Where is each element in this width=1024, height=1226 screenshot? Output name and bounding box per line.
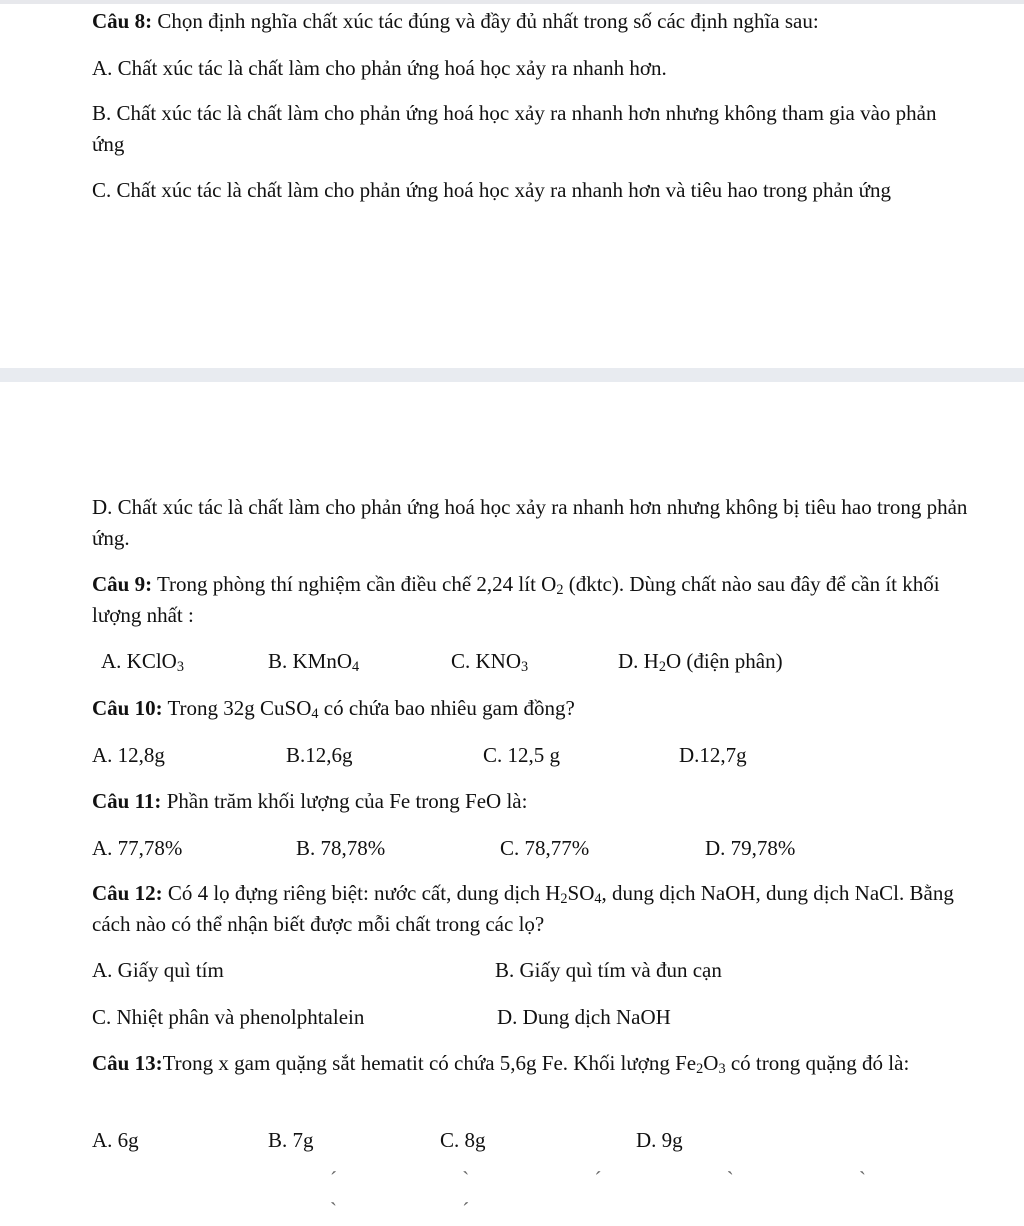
question-10 xyxy=(92,693,972,724)
question-13-label: Câu 13: xyxy=(92,1051,163,1075)
subscript: 2 xyxy=(556,582,564,599)
question-12-option-a: A. Giấy quì tím xyxy=(92,958,224,982)
option-text: D. H xyxy=(618,649,659,673)
question-11-options xyxy=(0,833,1024,864)
question-12-text-part2: , dung dịch NaOH, dung dịch NaCl. Bằng cách nào có thể nhận biết được mỗi chất trong các lọ? xyxy=(92,881,954,936)
subscript: 2 xyxy=(658,659,666,676)
question-10-options xyxy=(0,740,1024,771)
question-8-option-b: B. Chất xúc tác là chất làm cho phản ứng hoá học xảy ra nhanh hơn nhưng không tham gia vào phản ứng xyxy=(92,101,937,156)
question-11-option-a: A. 77,78% xyxy=(92,836,183,860)
question-9-text-part2: (đktc). Dùng chất nào sau đây để cần ít khối lượng nhất : xyxy=(92,572,940,627)
top-edge xyxy=(0,0,1024,4)
question-11-option-c: C. 78,77% xyxy=(500,836,590,860)
question-13-option-a: A. 6g xyxy=(92,1128,139,1152)
question-10-label: Câu 10: xyxy=(92,696,163,720)
question-12-text-part1: Có 4 lọ đựng riêng biệt: nước cất, dung dịch H xyxy=(162,881,561,905)
question-12-options-row1 xyxy=(0,955,1024,986)
question-9-option-c xyxy=(451,646,528,677)
question-11-option-d: D. 79,78% xyxy=(705,836,796,860)
question-9-option-d xyxy=(618,646,783,677)
question-12-options-row2 xyxy=(0,1002,1024,1033)
question-13-text-part1: Trong x gam quặng sắt hematit có chứa 5,6g Fe. Khối lượng Fe xyxy=(162,1051,697,1075)
subscript: 3 xyxy=(521,659,529,676)
cut-off-next-line: ´ ` ´ ` ` ` ´ xyxy=(330,1167,926,1222)
question-12 xyxy=(92,878,972,940)
question-10-text-part2: có chứa bao nhiêu gam đồng? xyxy=(318,696,575,720)
subscript: 3 xyxy=(718,1061,726,1078)
question-11-text: Phần trăm khối lượng của Fe trong FeO là: xyxy=(161,789,528,813)
question-13-option-b: B. 7g xyxy=(268,1128,314,1152)
question-9-label: Câu 9: xyxy=(92,572,153,596)
question-9-option-b xyxy=(268,646,359,677)
question-10-option-d: D.12,7g xyxy=(679,743,747,767)
question-9-text-part1: Trong phòng thí nghiệm cần điều chế 2,24 lít O xyxy=(152,572,557,596)
subscript: 3 xyxy=(176,659,184,676)
subscript: 4 xyxy=(352,659,360,676)
question-13-options xyxy=(0,1125,1024,1156)
question-13-option-d: D. 9g xyxy=(636,1128,683,1152)
question-12-option-c: C. Nhiệt phân và phenolphtalein xyxy=(92,1005,365,1029)
question-11-option-b: B. 78,78% xyxy=(296,836,386,860)
question-8-option-c: C. Chất xúc tác là chất làm cho phản ứng hoá học xảy ra nhanh hơn và tiêu hao trong phản ứng xyxy=(92,178,891,202)
question-10-option-b: B.12,6g xyxy=(286,743,353,767)
question-8-label: Câu 8: xyxy=(92,9,153,33)
option-text: C. KNO xyxy=(451,649,522,673)
question-12-option-d: D. Dung dịch NaOH xyxy=(497,1005,671,1029)
question-11-label: Câu 11: xyxy=(92,789,162,813)
page-separator xyxy=(0,368,1024,382)
question-8-option-d: D. Chất xúc tác là chất làm cho phản ứng hoá học xảy ra nhanh hơn nhưng không bị tiêu hao trong phản ứng. xyxy=(92,495,968,550)
question-11 xyxy=(92,786,972,817)
question-9-options xyxy=(0,646,1024,677)
formula-part: SO xyxy=(567,881,595,905)
formula-part: O xyxy=(703,1051,719,1075)
question-13-option-c: C. 8g xyxy=(440,1128,486,1152)
option-text-tail: O (điện phân) xyxy=(665,649,783,673)
subscript: 4 xyxy=(594,891,602,908)
question-9 xyxy=(92,569,972,631)
question-8-text: Chọn định nghĩa chất xúc tác đúng và đầy đủ nhất trong số các định nghĩa sau: xyxy=(152,9,819,33)
question-12-label: Câu 12: xyxy=(92,881,163,905)
subscript: 4 xyxy=(311,706,319,723)
option-text: A. KClO xyxy=(101,649,177,673)
subscript: 2 xyxy=(560,891,568,908)
question-13 xyxy=(92,1048,972,1079)
option-text: B. KMnO xyxy=(268,649,353,673)
question-9-option-a xyxy=(101,646,184,677)
question-8-option-a: A. Chất xúc tác là chất làm cho phản ứng hoá học xảy ra nhanh hơn. xyxy=(92,56,667,80)
question-12-option-b: B. Giấy quì tím và đun cạn xyxy=(495,958,722,982)
question-8 xyxy=(92,6,972,37)
question-13-text-part2: có trong quặng đó là: xyxy=(725,1051,910,1075)
question-10-option-a: A. 12,8g xyxy=(92,743,165,767)
question-10-option-c: C. 12,5 g xyxy=(483,743,561,767)
question-10-text-part1: Trong 32g CuSO xyxy=(162,696,312,720)
subscript: 2 xyxy=(696,1061,704,1078)
